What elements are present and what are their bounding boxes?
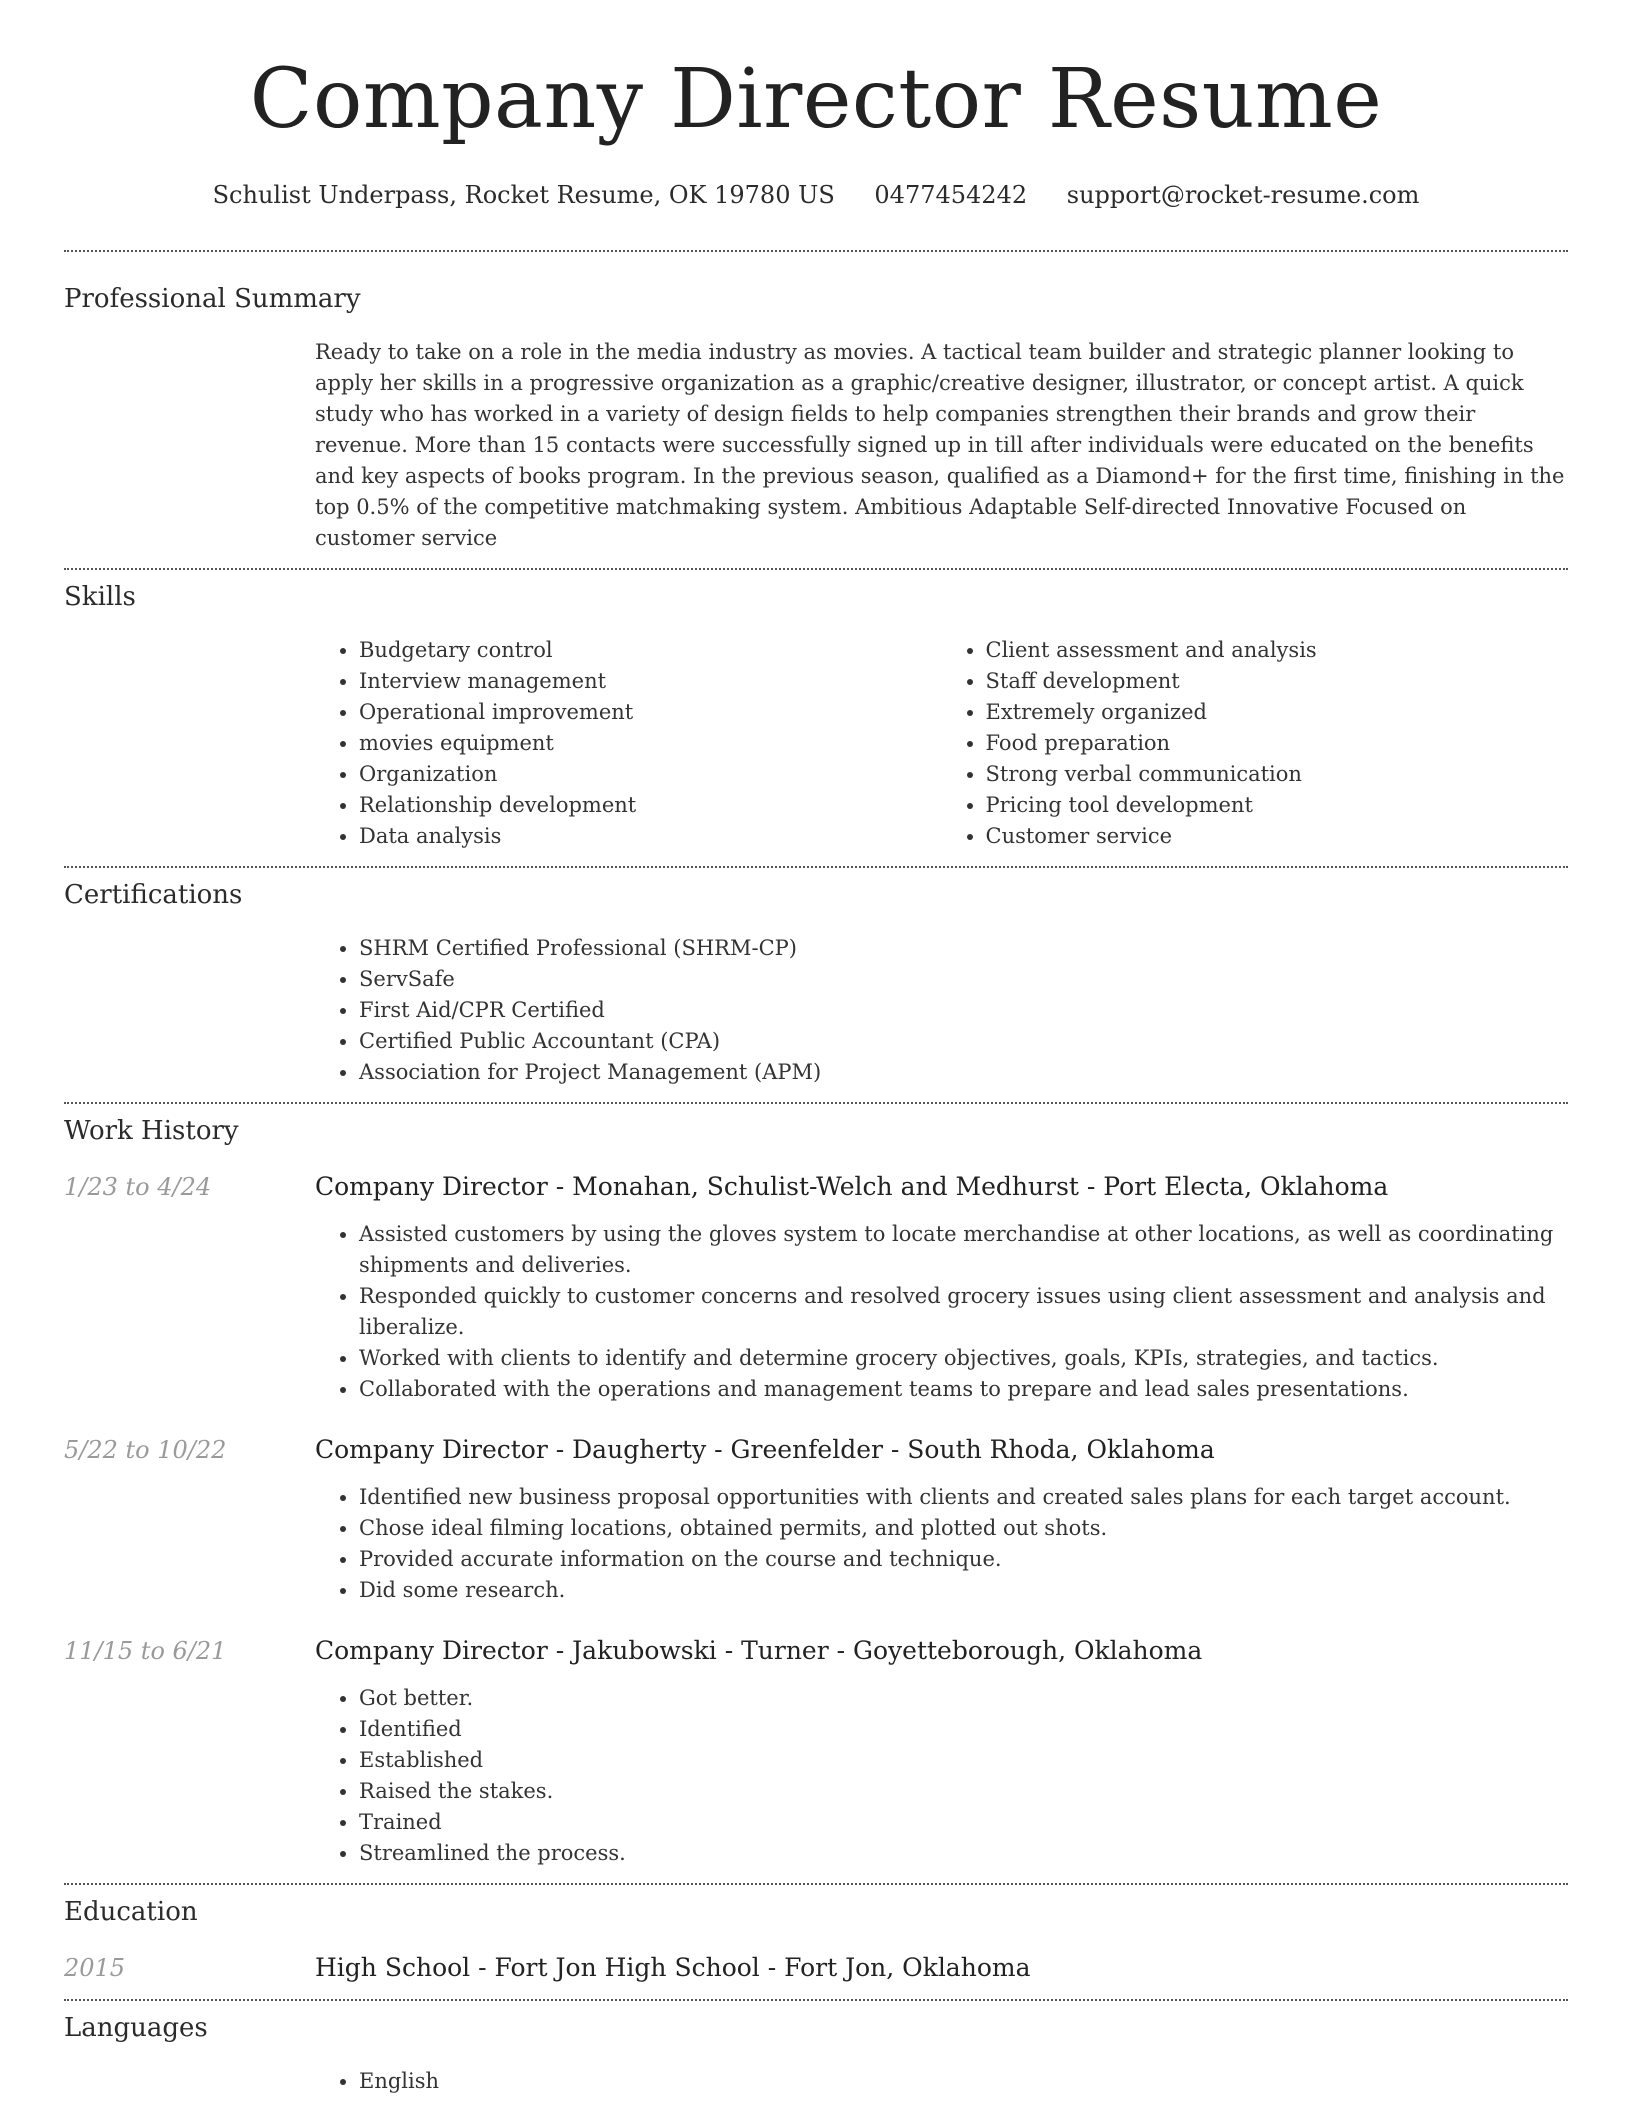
section-heading-summary: Professional Summary: [64, 284, 361, 314]
certifications-list: [315, 933, 1568, 1088]
job-entry: [64, 1170, 1568, 1405]
job-bullets: [315, 1482, 1568, 1606]
job-header: [64, 1170, 1568, 1204]
section-heading-certifications: Certifications: [64, 880, 243, 910]
section-skills: [0, 570, 1632, 866]
certification-item: • First Aid/CPR Certified: [359, 995, 1568, 1026]
job-entry: [64, 1634, 1568, 1883]
education-entry: [64, 1951, 1568, 1985]
contact-email[interactable]: support@rocket-resume.com: [1066, 181, 1420, 209]
job-bullet: • Assisted customers by using the gloves system to locate merchandise at other locations, as well as coordinating shipments and deliveries.: [359, 1219, 1568, 1281]
job-bullets: [315, 1219, 1568, 1405]
skill-item: • Pricing tool development: [986, 790, 1569, 821]
certification-item: • ServSafe: [359, 964, 1568, 995]
section-heading-skills: Skills: [64, 582, 136, 612]
job-dates: 11/15 to 6/21: [64, 1637, 227, 1665]
job-bullet: • Responded quickly to customer concerns and resolved grocery issues using client assessment and analysis and liberalize.: [359, 1281, 1568, 1343]
languages-content: [315, 2066, 1568, 2097]
skills-list-right: [942, 635, 1569, 852]
job-bullet: • Identified: [359, 1714, 1568, 1745]
job-header: [64, 1634, 1568, 1668]
job-dates: 5/22 to 10/22: [64, 1436, 227, 1464]
skill-item: • Staff development: [986, 666, 1569, 697]
contact-address: Schulist Underpass, Rocket Resume, OK 19780 US: [212, 181, 835, 209]
job-details: [315, 1683, 1568, 1869]
contact-line: [0, 178, 1632, 212]
job-details: [315, 1219, 1568, 1405]
education-title: High School - Fort Jon High School - Fort Jon, Oklahoma: [315, 1953, 1031, 1982]
job-bullet: • Chose ideal filming locations, obtained permits, and plotted out shots.: [359, 1513, 1568, 1544]
skill-item: • Strong verbal communication: [986, 759, 1569, 790]
section-certifications: [0, 868, 1632, 1102]
skill-item: • Interview management: [359, 666, 942, 697]
languages-list: [315, 2066, 1568, 2097]
skills-columns: [315, 635, 1568, 866]
skill-item: • Relationship development: [359, 790, 942, 821]
job-bullet: • Got better.: [359, 1683, 1568, 1714]
skill-item: • Data analysis: [359, 821, 942, 852]
job-title: Company Director - Daugherty - Greenfelder - South Rhoda, Oklahoma: [315, 1435, 1215, 1464]
section-education: [0, 1885, 1632, 1999]
section-languages: [0, 2001, 1632, 2097]
job-bullet: • Raised the stakes.: [359, 1776, 1568, 1807]
job-bullet: • Identified new business proposal opportunities with clients and created sales plans for each target account.: [359, 1482, 1568, 1513]
resume-title: Company Director Resume: [249, 52, 1383, 147]
section-summary: [0, 252, 1632, 568]
job-bullet: • Established: [359, 1745, 1568, 1776]
job-bullet: • Did some research.: [359, 1575, 1568, 1606]
job-dates: 1/23 to 4/24: [64, 1173, 212, 1201]
section-heading-languages: Languages: [64, 2013, 208, 2043]
education-year: 2015: [64, 1954, 126, 1982]
job-bullets: [315, 1683, 1568, 1869]
certification-item: • Certified Public Accountant (CPA): [359, 1026, 1568, 1057]
certification-item: • SHRM Certified Professional (SHRM-CP): [359, 933, 1568, 964]
job-header: [64, 1433, 1568, 1467]
skill-item: • Client assessment and analysis: [986, 635, 1569, 666]
job-bullet: • Worked with clients to identify and determine grocery objectives, goals, KPIs, strategies, and tactics.: [359, 1343, 1568, 1374]
job-bullet: • Provided accurate information on the course and technique.: [359, 1544, 1568, 1575]
certifications-content: [315, 933, 1568, 1102]
skills-list-left: [315, 635, 942, 852]
skill-item: • Organization: [359, 759, 942, 790]
job-title: Company Director - Monahan, Schulist-Welch and Medhurst - Port Electa, Oklahoma: [315, 1172, 1389, 1201]
skill-item: • movies equipment: [359, 728, 942, 759]
section-work-history: [0, 1104, 1632, 1883]
skill-item: • Budgetary control: [359, 635, 942, 666]
section-heading-education: Education: [64, 1897, 198, 1927]
contact-phone: 0477454242: [874, 181, 1028, 209]
job-title: Company Director - Jakubowski - Turner - Goyetteborough, Oklahoma: [315, 1636, 1203, 1665]
job-bullet: • Trained: [359, 1807, 1568, 1838]
skill-item: • Operational improvement: [359, 697, 942, 728]
job-bullet: • Streamlined the process.: [359, 1838, 1568, 1869]
summary-text: Ready to take on a role in the media industry as movies. A tactical team builder and strategic planner looking to apply her skills in a progressive organization as a graphic/creative designer, illustrator, or concept artist. A quick study who has worked in a variety of design fields to help companies strengthen their brands and grow their revenue. More than 15 contacts were successfully signed up in till after individuals were educated on the benefits and key aspects of books program. In the previous season, qualified as a Diamond+ for the first time, finishing in the top 0.5% of the competitive matchmaking system. Ambitious Adaptable Self-directed Innovative Focused on customer service: [315, 340, 1565, 550]
section-heading-work: Work History: [64, 1116, 239, 1146]
skill-item: • Extremely organized: [986, 697, 1569, 728]
skill-item: • Customer service: [986, 821, 1569, 852]
job-details: [315, 1482, 1568, 1606]
language-item: • English: [359, 2066, 1568, 2097]
skill-item: • Food preparation: [986, 728, 1569, 759]
job-bullet: • Collaborated with the operations and management teams to prepare and lead sales presentations.: [359, 1374, 1568, 1405]
certification-item: • Association for Project Management (APM): [359, 1057, 1568, 1088]
job-entry: [64, 1433, 1568, 1606]
